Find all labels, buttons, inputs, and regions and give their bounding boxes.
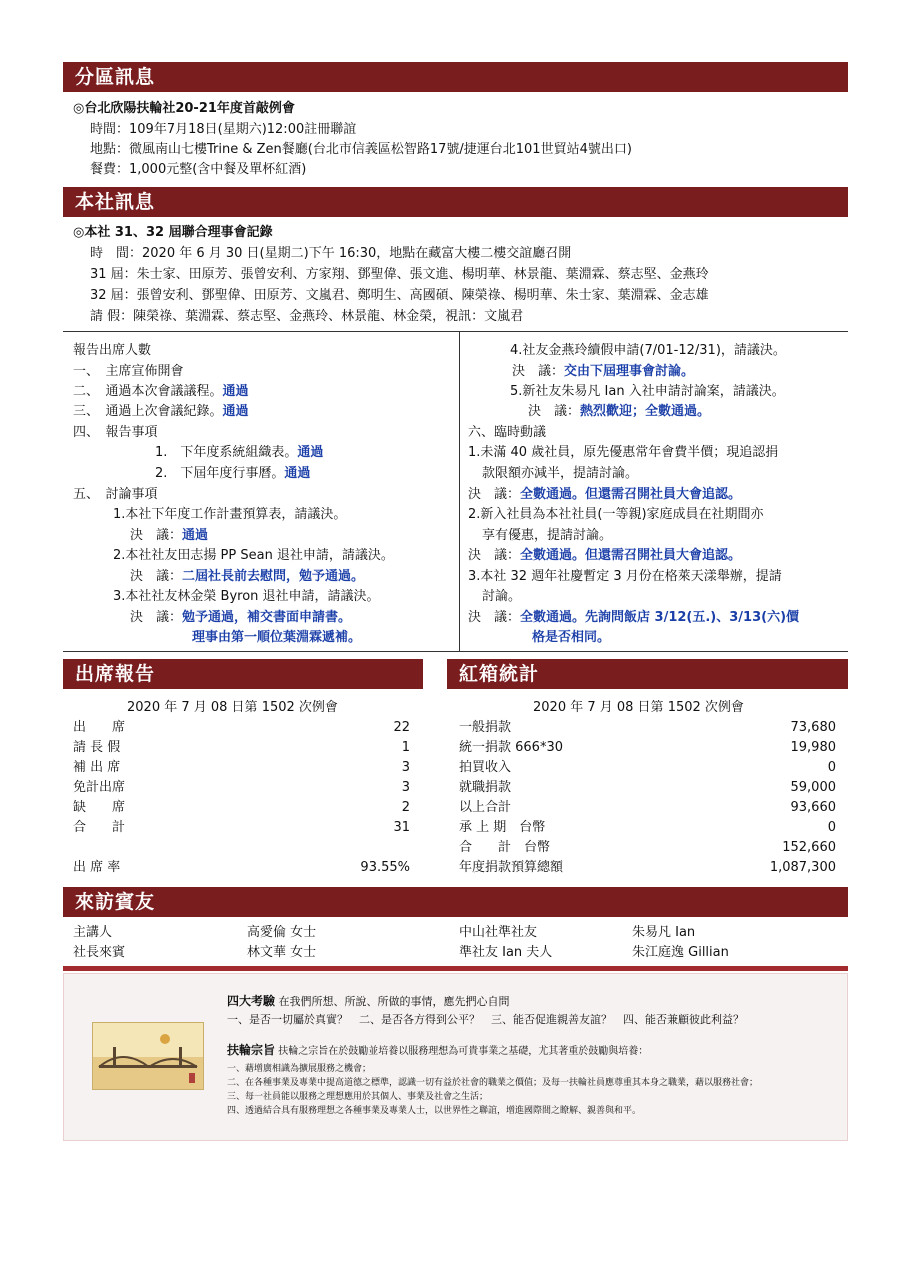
agenda-right-7: 款限額亦減半，提請討論。 xyxy=(482,466,639,481)
agenda-right-12: 3.本社 32 週年社慶暫定 3 月份在格萊天漾舉辦，提請 xyxy=(468,569,782,584)
agenda-top-rule xyxy=(63,331,848,332)
attendance-value-4: 2 xyxy=(401,800,410,815)
agenda-right-9: 2.新入社員為本社社員(一等親)家庭成員在社期間亦 xyxy=(468,507,764,522)
attendance-label-0: 出 席 xyxy=(73,720,126,735)
agenda-left-10: 決 議：通過 xyxy=(130,528,209,543)
visitor-role-4: 準社友 Ian 夫人 xyxy=(459,945,553,960)
agenda-right-3: 5.新社友朱易凡 Ian 入社申請討論案，請議決。 xyxy=(510,384,785,399)
attendance-rate-label: 出 席 率 xyxy=(73,860,121,875)
agenda-left-13: 3.本社社友林金榮 Byron 退社申請，請議決。 xyxy=(113,589,380,604)
attendance-label-1: 請 長 假 xyxy=(73,740,121,755)
visitor-role-3: 社長來賓 xyxy=(73,945,126,960)
redbox-meeting: 2020 年 7 月 08 日第 1502 次例會 xyxy=(533,700,744,715)
attendance-value-0: 22 xyxy=(393,720,410,735)
redbox-label-1: 統一捐款 666*30 xyxy=(459,740,563,755)
redbox-label-4: 以上合計 xyxy=(459,800,512,815)
district-event-title: ◎台北欣陽扶輪社20-21年度首敲例會 xyxy=(73,101,295,116)
club-news-header: 本社訊息 xyxy=(63,187,848,217)
agenda-left-12: 決 議：二屆社長前去慰問，勉予通過。 xyxy=(130,569,365,584)
agenda-right-2: 決 議：交由下屆理事會討論。 xyxy=(512,364,695,379)
redbox-label-3: 就職捐款 xyxy=(459,780,512,795)
agenda-divider xyxy=(459,331,460,651)
attendance-value-2: 3 xyxy=(401,760,410,775)
visitor-name-3: 林文華 女士 xyxy=(247,945,317,960)
four-way-test: 四大考驗 在我們所想、所說、所做的事情，應先捫心自問 xyxy=(227,994,510,1008)
redbox-label-5: 承 上 期 台幣 xyxy=(459,820,546,835)
agenda-left-8: 五、 討論事項 xyxy=(73,487,158,502)
district-place: 地點：微風南山七樓Trine & Zen餐廳(台北市信義區松智路17號/捷運台北101世貿站4號出口) xyxy=(90,142,632,157)
object-item-1: 一、藉增廣相識為擴展服務之機會； xyxy=(227,1064,372,1074)
agenda-left-4: 三、 通過上次會議紀錄。通過 xyxy=(73,404,249,419)
attendance-label-2: 補 出 席 xyxy=(73,760,121,775)
object-item-4: 四、透過結合具有服務理想之各種事業及專業人士，以世界性之聯誼，增進國際間之瞭解、親善與和平。 xyxy=(227,1106,642,1116)
agenda-left-9: 1.本社下年度工作計畫預算表，請議決。 xyxy=(113,507,347,522)
redbox-value-6: 152,660 xyxy=(782,840,836,855)
agenda-right-11: 決 議：全數通過。但還需召開社員大會追認。 xyxy=(468,548,742,563)
footer-top-stripe xyxy=(63,966,848,971)
redbox-header: 紅箱統計 xyxy=(447,659,848,689)
agenda-bottom-rule xyxy=(63,651,848,652)
district-news-header: 分區訊息 xyxy=(63,62,848,92)
agenda-right-10: 享有優惠，提請討論。 xyxy=(482,528,613,543)
attendance-label-3: 免計出席 xyxy=(73,780,126,795)
agenda-left-11: 2.本社社友田志揚 PP Sean 退社申請，請議決。 xyxy=(113,548,394,563)
agenda-left-1: 報告出席人數 xyxy=(73,343,152,358)
agenda-right-8: 決 議：全數通過。但還需召開社員大會追認。 xyxy=(468,487,742,502)
object-item-2: 二、在各種事業及專業中提高道德之標準，認識一切有益於社會的職業之價值；及每一扶輪社員應尊重其本身之職業，藉以服務社會； xyxy=(227,1078,759,1088)
agenda-right-1: 4.社友金燕玲續假申請(7/01-12/31)，請議決。 xyxy=(510,343,786,358)
object-of-rotary: 扶輪宗旨 扶輪之宗旨在於鼓勵並培養以服務理想為可貴事業之基礎，尤其著重於鼓勵與培養： xyxy=(227,1043,649,1057)
attendance-header: 出席報告 xyxy=(63,659,423,689)
agenda-left-2: 一、 主席宣佈開會 xyxy=(73,364,184,379)
agenda-right-4: 決 議：熱烈歡迎；全數通過。 xyxy=(528,404,711,419)
redbox-label-0: 一般捐款 xyxy=(459,720,512,735)
attendance-value-5: 31 xyxy=(393,820,410,835)
agenda-left-14: 決 議：勉予通過，補交書面申請書。 xyxy=(130,610,352,625)
redbox-label-7: 年度捐款預算總額 xyxy=(459,860,564,875)
attendance-label-5: 合 計 xyxy=(73,820,126,835)
redbox-value-7: 1,087,300 xyxy=(769,860,836,875)
agenda-left-15: 理事由第一順位葉淵霖遞補。 xyxy=(192,630,362,645)
agenda-left-5: 四、 報告事項 xyxy=(73,425,158,440)
four-way-items: 一、是否一切屬於真實？ 二、是否各方得到公平？ 三、能否促進親善友誼？ 四、能否兼顧彼此利益？ xyxy=(227,1013,744,1026)
attendance-rate-value: 93.55% xyxy=(360,860,410,875)
visitor-role-2: 中山社準社友 xyxy=(459,925,538,940)
club-board-title: ◎本社 31、32 屆聯合理事會記錄 xyxy=(73,225,273,240)
visitor-role-1: 主講人 xyxy=(73,925,113,940)
agenda-right-14: 決 議：全數通過。先詢問飯店 3/12(五.)、3/13(六)價 xyxy=(468,610,800,625)
agenda-left-6: 1. 下年度系統組織表。通過 xyxy=(155,445,324,460)
redbox-value-5: 0 xyxy=(827,820,836,835)
footer-illustration xyxy=(92,1022,204,1090)
agenda-left-3: 二、 通過本次會議議程。通過 xyxy=(73,384,249,399)
visitor-name-4: 朱江庭逸 Gillian xyxy=(632,945,729,960)
attendance-label-4: 缺 席 xyxy=(73,800,126,815)
redbox-label-2: 拍買收入 xyxy=(459,760,512,775)
attendance-value-3: 3 xyxy=(401,780,410,795)
redbox-value-0: 73,680 xyxy=(790,720,836,735)
agenda-right-13: 討論。 xyxy=(482,589,522,604)
attendance-value-1: 1 xyxy=(401,740,410,755)
redbox-value-1: 19,980 xyxy=(790,740,836,755)
agenda-right-15: 格是否相同。 xyxy=(532,630,611,645)
redbox-label-6: 合 計 台幣 xyxy=(459,840,551,855)
agenda-right-6: 1.未滿 40 歲社員，原先優惠常年會費半價；現追認捐 xyxy=(468,445,779,460)
club-board-31: 31 屆：朱士家、田原芳、張曾安利、方家翔、鄧聖偉、張文進、楊明華、林景龍、葉淵霖、蔡志堅、金燕玲 xyxy=(90,267,709,282)
club-board-time: 時 間：2020 年 6 月 30 日(星期二)下午 16:30，地點在藏富大樓二樓交誼廳召開 xyxy=(90,246,572,261)
agenda-left-7: 2. 下屆年度行事曆。通過 xyxy=(155,466,311,481)
object-item-3: 三、每一社員能以服務之理想應用於其個人、事業及社會之生活； xyxy=(227,1092,489,1102)
district-time: 時間：109年7月18日(星期六)12:00註冊聯誼 xyxy=(90,122,357,137)
club-board-leave: 請 假：陳榮祿、葉淵霖、蔡志堅、金燕玲、林景龍、林金榮，視訊：文嵐君 xyxy=(90,309,524,324)
district-fee: 餐費：1,000元整(含中餐及單杯紅酒) xyxy=(90,162,307,177)
club-board-32: 32 屆：張曾安利、鄧聖偉、田原芳、文嵐君、鄭明生、高國碩、陳榮祿、楊明華、朱士家、葉淵霖、金志雄 xyxy=(90,288,709,303)
visitor-name-2: 朱易凡 Ian xyxy=(632,925,696,940)
agenda-right-5: 六、臨時動議 xyxy=(468,425,547,440)
redbox-value-3: 59,000 xyxy=(790,780,836,795)
redbox-value-4: 93,660 xyxy=(790,800,836,815)
attendance-meeting: 2020 年 7 月 08 日第 1502 次例會 xyxy=(127,700,338,715)
visitor-name-1: 高愛倫 女士 xyxy=(247,925,317,940)
visitors-header: 來訪賓友 xyxy=(63,887,848,917)
redbox-value-2: 0 xyxy=(827,760,836,775)
